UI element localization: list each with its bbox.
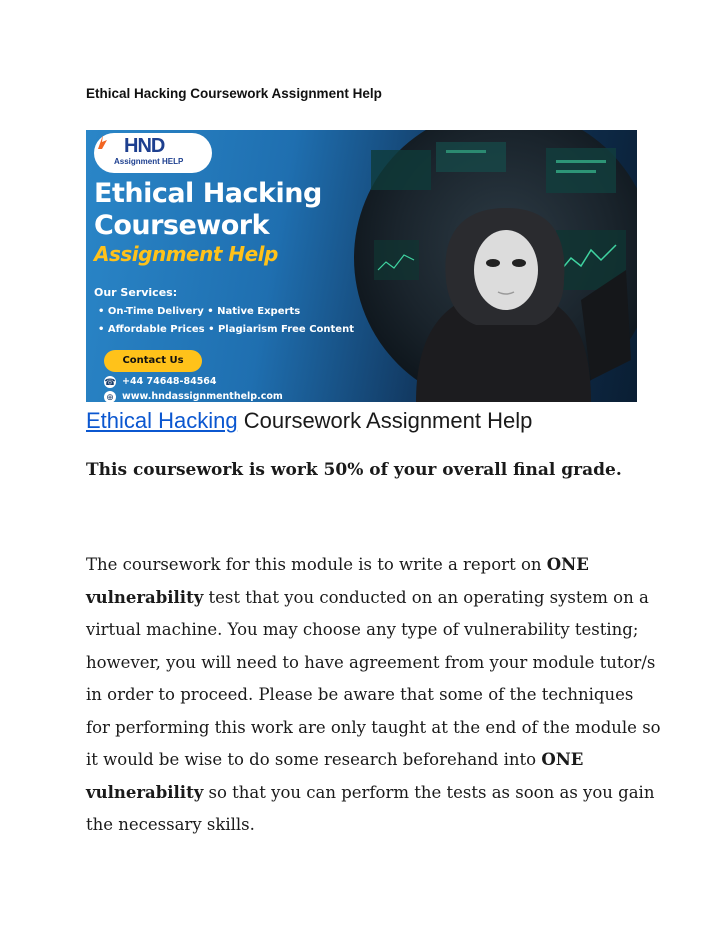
- services-heading: Our Services:: [94, 286, 178, 299]
- globe-icon: ⊕: [104, 391, 116, 402]
- para-text: The coursework for this module is to write a report on: [86, 555, 547, 574]
- banner-title-line1: Ethical Hacking: [94, 178, 322, 209]
- services-line: • On-Time Delivery • Native Experts: [98, 306, 301, 317]
- article-heading: [86, 408, 532, 434]
- para-text: so that you can perform the tests as soon as you gain the necessary skills.: [86, 782, 655, 834]
- services-line: • Affordable Prices • Plagiarism Free Content: [98, 324, 354, 335]
- para-emphasis: ONE vulnerability: [86, 750, 584, 802]
- phone-icon: ☎: [104, 377, 116, 387]
- body-paragraph: [86, 549, 661, 842]
- contact-us-button: Contact Us: [104, 350, 202, 372]
- mask-face: [474, 230, 538, 310]
- hero-banner-image: [86, 130, 637, 402]
- para-text: test that you conducted on an operating system on a virtual machine. You may choose any type of vulnerability testing; however, you will need to have agreement from your module tutor/s in order to proceed. Please be aware that some of the techniques for performing this work are only taught at the end of the module so it would be wise to do some research beforehand into: [86, 587, 661, 769]
- logo-flame-icon: [94, 133, 112, 151]
- banner-title-line3: Assignment Help: [94, 242, 278, 266]
- logo-text: HND: [124, 135, 165, 157]
- banner-title-line2: Coursework: [94, 210, 270, 241]
- phone-number: +44 74648-84564: [122, 376, 217, 387]
- para-emphasis: ONE vulnerability: [86, 555, 589, 607]
- website-url: www.hndassignmenthelp.com: [122, 391, 283, 402]
- intro-bold-paragraph: This coursework is work 50% of your overall final grade.: [86, 460, 622, 480]
- ethical-hacking-link[interactable]: Ethical Hacking: [86, 408, 238, 433]
- brand-logo: [94, 133, 212, 173]
- logo-subtext: Assignment HELP: [114, 157, 184, 166]
- page-header-title: Ethical Hacking Coursework Assignment Help: [86, 86, 382, 101]
- article-heading-rest: Coursework Assignment Help: [237, 408, 533, 433]
